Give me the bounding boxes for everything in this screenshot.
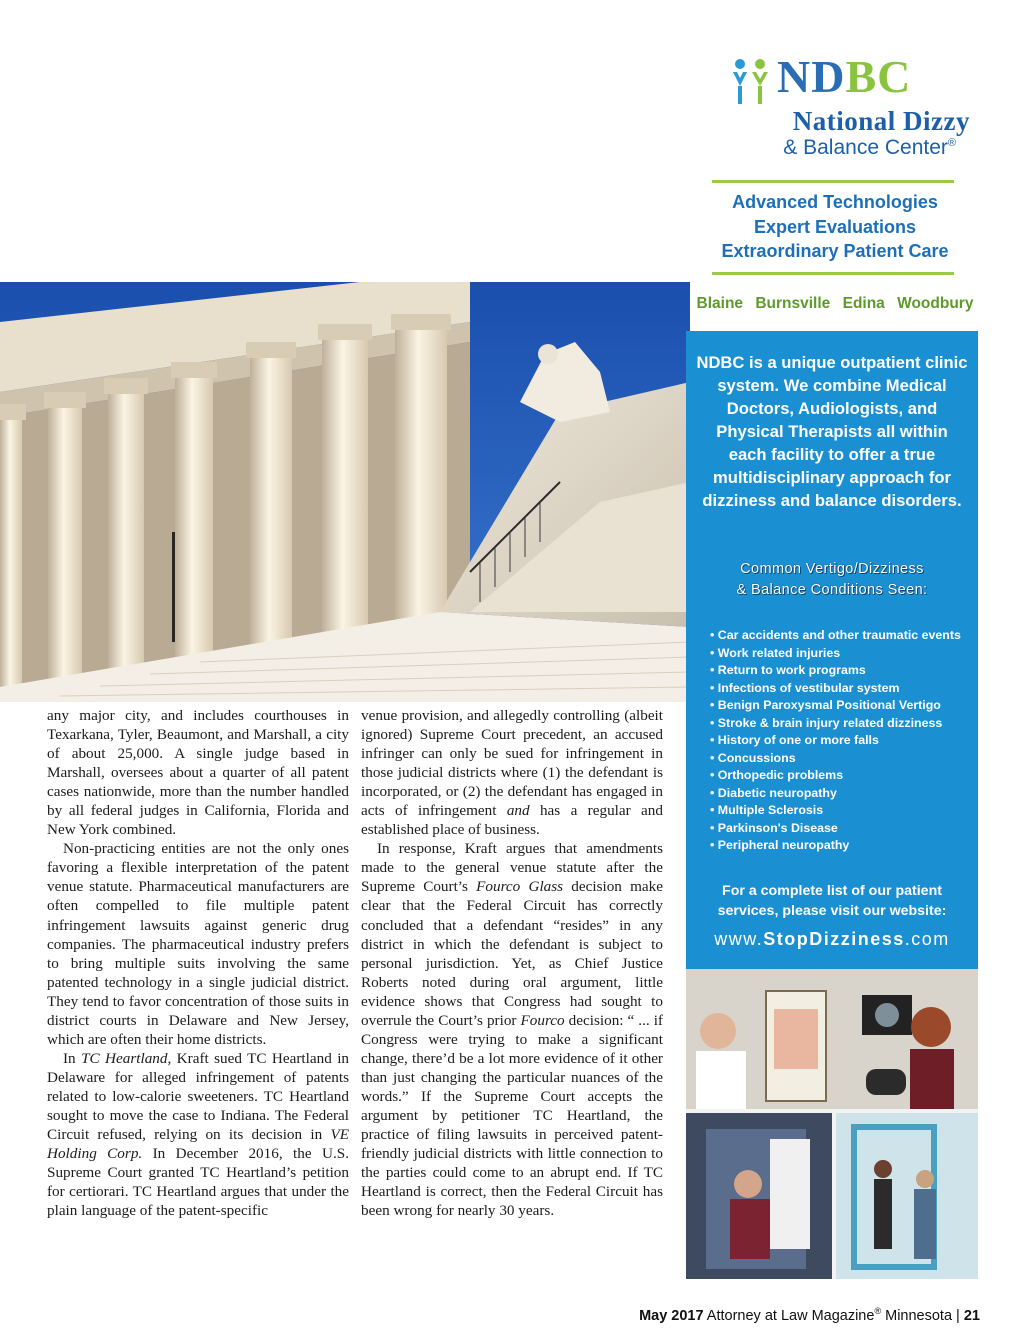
list-item: • Parkinson's Disease	[710, 820, 972, 838]
list-item: • Peripheral neuropathy	[710, 837, 972, 855]
list-item: • Multiple Sclerosis	[710, 802, 972, 820]
article-column-2	[361, 706, 663, 1220]
clinic-locations: Blaine Burnsville Edina Woodbury	[696, 295, 974, 312]
clinic-description: NDBC is a unique outpatient clinic system. We combine Medical Doctors, Audiologists, and Physical Therapists all within each facility to offer a true multidisciplinary approach for dizziness and balance disorders.	[696, 353, 968, 510]
brand-name: National Dizzy	[792, 106, 970, 136]
article-paragraph: In TC Heartland, Kraft sued TC Heartland in Delaware for alleged infringement of patents related to low-calorie sweeteners. TC Heartland sought to move the case to Indiana. The Federal Circuit refused, relying on its decision in VE Holding Corp. In December 2016, the U.S. Supreme Court granted TC Heartland’s petition for certiorari. TC Heartland argues that under the plain language of the patent-specific	[47, 1049, 350, 1220]
article-paragraph: venue provision, and allegedly controlling (albeit ignored) Supreme Court precedent, an accused infringer can only be sued for infringement in those judicial districts where (1) the defendant is incorporated, or (2) the defendant has engaged in acts of infringement and has a regular and established place of business.	[361, 707, 663, 839]
list-item: • Return to work programs	[710, 662, 972, 680]
page-number: 21	[963, 1307, 980, 1324]
ndbc-advertisement-header	[690, 40, 980, 330]
list-item: • Work related injuries	[710, 645, 972, 663]
ndbc-logo: NDBC	[777, 51, 912, 102]
emphasis: and	[506, 802, 530, 820]
conditions-heading: Common Vertigo/Dizziness & Balance Conditions Seen:	[736, 561, 928, 598]
page-footer: May 2017 Attorney at Law Magazine® Minnesota | 21	[639, 1306, 980, 1324]
case-name: Fourco Glass	[476, 878, 564, 896]
case-name: Fourco	[520, 1011, 565, 1029]
list-item: • Orthopedic problems	[710, 767, 972, 785]
ndbc-info-panel	[686, 331, 978, 969]
divider	[712, 180, 954, 183]
article-column-1	[47, 706, 349, 1220]
website-link[interactable]: www.StopDizziness.com	[714, 929, 950, 949]
website-prompt: For a complete list of our patient services, please visit our website:	[717, 883, 947, 919]
case-name: VE Holding Corp.	[47, 1126, 349, 1163]
supreme-court-photo	[0, 282, 690, 702]
divider	[712, 272, 954, 275]
list-item: • Infections of vestibular system	[710, 680, 972, 698]
list-item: • Concussions	[710, 750, 972, 768]
list-item: • Diabetic neuropathy	[710, 785, 972, 803]
list-item: • Car accidents and other traumatic events	[710, 627, 972, 645]
conditions-list	[710, 627, 972, 855]
article-paragraph: In response, Kraft argues that amendments made to the general venue statute after the Supreme Court’s Fourco Glass decision make clear that the Federal Circuit has correctly concluded that a defendant “resides” in any district in which the defendant is subject to personal jurisdiction. Yet, as Chief Justice Roberts noted during oral argument, little evidence shows that Congress had sought to overrule the Court’s prior Fourco decision: “ ... if Congress were trying to make a significant change, there’d be a lot more evidence of it other than just changing the particular nuances of the words.” If the Supreme Court accepts the argument by petitioner TC Heartland, the practice of filing lawsuits in perceived patent-friendly judicial districts with little connection to the parties could come to an abrupt end. If TC Heartland is correct, then the Federal Circuit has been wrong for nearly 30 years.	[361, 840, 663, 1220]
brand-subtitle: & Balance Center®	[783, 136, 956, 159]
article-paragraph: any major city, and includes courthouses in Texarkana, Tyler, Beaumont, and Marshall, a city of about 25,000. A single judge based in Marshall, oversees about a quarter of all patent cases nationwide, more than the number handled by all federal judges in California, Florida and New York combined.	[47, 707, 349, 839]
case-name: TC Heartland	[81, 1049, 168, 1067]
article-paragraph: Non-practicing entities are not the only ones favoring a flexible interpretation of the patent venue statute. Pharmaceutical manufacturers are often compelled to file multiple patent infringement lawsuits against generic drug companies. The pharmaceutical industry prefers to bring multiple suits involving the same patented technology in a single judicial district. They tend to favor concentration of those suits in district courts in Delaware and New Jersey, which are often their home districts.	[47, 840, 349, 1048]
tagline: Advanced Technologies Expert Evaluations Extraordinary Patient Care	[721, 192, 949, 261]
clinic-photos	[686, 969, 978, 1279]
list-item: • Stroke & brain injury related dizziness	[710, 715, 972, 733]
list-item: • Benign Paroxysmal Positional Vertigo	[710, 697, 972, 715]
list-item: • History of one or more falls	[710, 732, 972, 750]
